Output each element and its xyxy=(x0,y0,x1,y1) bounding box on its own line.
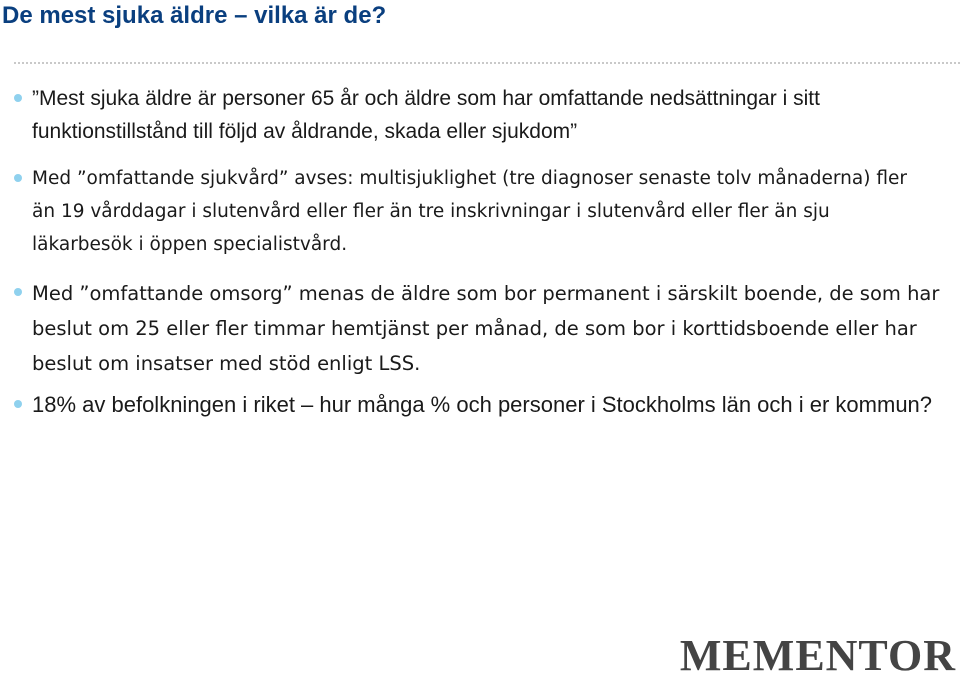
bullet-item-omsorg: Med ”omfattande omsorg” menas de äldre som bor permanent i särskilt boende, de som har beslut om 25 eller fler timmar hemtjänst per månad, de som bor i korttidsboende eller har beslut om insatser med stöd enligt LSS. xyxy=(32,282,940,375)
bullet-item-definition: ”Mest sjuka äldre är personer 65 år och äldre som har omfattande nedsättningar i sitt funktionstillstånd till följd av åldrande, skada eller sjukdom” xyxy=(32,87,820,143)
bullet-dot-icon xyxy=(14,288,22,296)
bullet-dot-icon xyxy=(14,400,22,408)
bullet-dot-icon xyxy=(14,94,22,102)
title-divider xyxy=(14,62,960,64)
bullet-item-sjukvard: Med ”omfattande sjukvård” avses: multisjuklighet (tre diagnoser senaste tolv månaderna) fler än 19 vårddagar i slutenvård eller fler än tre inskrivningar i slutenvård eller fler än sju läkarbesök i öppen specialistvård. xyxy=(32,168,907,255)
bullet-dot-icon xyxy=(14,174,22,182)
slide-title: De mest sjuka äldre – vilka är de? xyxy=(2,2,387,29)
bullet-item-question: 18% av befolkningen i riket – hur många % och personer i Stockholms län och i er kommun? xyxy=(32,392,933,417)
mementor-logo: MEMENTOR xyxy=(679,631,956,680)
